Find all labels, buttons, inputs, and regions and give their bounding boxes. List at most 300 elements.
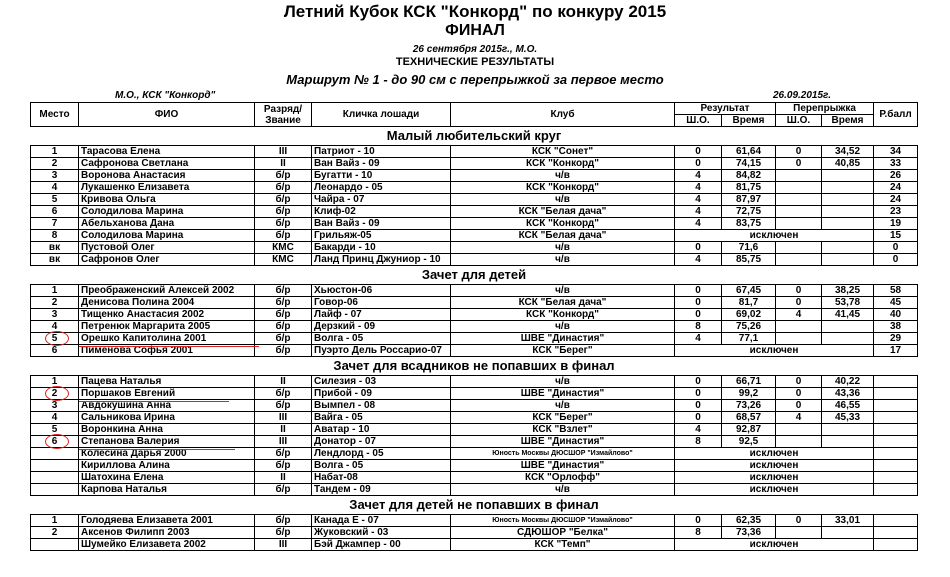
score-cell: 0 bbox=[874, 254, 918, 266]
jumpoff-sho-cell bbox=[776, 424, 822, 436]
col-horse: Кличка лошади bbox=[312, 103, 451, 127]
col-result-sho: Ш.О. bbox=[675, 115, 722, 127]
excluded-cell: исключен bbox=[675, 472, 874, 484]
place-cell bbox=[31, 448, 79, 460]
horse-cell: Ван Вайз - 09 bbox=[312, 158, 451, 170]
name-cell: Солодилова Марина bbox=[79, 206, 255, 218]
section-header bbox=[31, 127, 918, 146]
rank-cell: III bbox=[255, 539, 312, 551]
place-cell: 1 bbox=[31, 146, 79, 158]
excluded-cell: исключен bbox=[675, 539, 874, 551]
score-cell bbox=[874, 472, 918, 484]
rank-cell: III bbox=[255, 436, 312, 448]
result-time-cell: 74,15 bbox=[722, 158, 776, 170]
place-cell: вк bbox=[31, 242, 79, 254]
rank-cell: II bbox=[255, 472, 312, 484]
rank-cell: II bbox=[255, 376, 312, 388]
jumpoff-sho-cell bbox=[776, 194, 822, 206]
table-row bbox=[31, 170, 918, 182]
result-sho-cell: 4 bbox=[675, 170, 722, 182]
horse-cell: Дерзкий - 09 bbox=[312, 321, 451, 333]
club-cell: КСК "Конкорд" bbox=[451, 218, 675, 230]
horse-cell: Бугатти - 10 bbox=[312, 170, 451, 182]
rank-cell: II bbox=[255, 424, 312, 436]
rank-cell: б/р bbox=[255, 321, 312, 333]
table-row bbox=[31, 285, 918, 297]
horse-cell: Лендлорд - 05 bbox=[312, 448, 451, 460]
jumpoff-time-cell: 46,55 bbox=[822, 400, 874, 412]
name-cell: Шумейко Елизавета 2002 bbox=[79, 539, 255, 551]
place-cell: 8 bbox=[31, 230, 79, 242]
score-cell: 34 bbox=[874, 146, 918, 158]
table-header bbox=[31, 103, 918, 127]
place-cell: 5 bbox=[31, 194, 79, 206]
horse-cell: Говор-06 bbox=[312, 297, 451, 309]
col-result-time: Время bbox=[722, 115, 776, 127]
col-club: Клуб bbox=[451, 103, 675, 127]
club-cell: ч/в bbox=[451, 321, 675, 333]
rank-cell: б/р bbox=[255, 285, 312, 297]
club-cell: ч/в bbox=[451, 484, 675, 496]
place-cell: 1 bbox=[31, 285, 79, 297]
rank-cell: б/р bbox=[255, 400, 312, 412]
club-cell: СДЮШОР "Белка" bbox=[451, 527, 675, 539]
rank-cell: б/р bbox=[255, 484, 312, 496]
jumpoff-sho-cell: 4 bbox=[776, 412, 822, 424]
table-body bbox=[31, 127, 918, 551]
result-sho-cell: 4 bbox=[675, 182, 722, 194]
result-sho-cell: 0 bbox=[675, 158, 722, 170]
result-time-cell: 67,45 bbox=[722, 285, 776, 297]
result-time-cell: 77,1 bbox=[722, 333, 776, 345]
horse-cell: Пуэрто Дель Россарио-07 bbox=[312, 345, 451, 357]
result-sho-cell: 4 bbox=[675, 194, 722, 206]
horse-cell: Волга - 05 bbox=[312, 460, 451, 472]
table-row bbox=[31, 194, 918, 206]
score-cell bbox=[874, 424, 918, 436]
result-sho-cell: 0 bbox=[675, 388, 722, 400]
red-underline-mark bbox=[79, 346, 259, 347]
col-name: ФИО bbox=[79, 103, 255, 127]
jumpoff-sho-cell bbox=[776, 242, 822, 254]
event-date: 26.09.2015г. bbox=[773, 90, 832, 101]
place-cell bbox=[31, 539, 79, 551]
jumpoff-sho-cell: 0 bbox=[776, 158, 822, 170]
result-time-cell: 85,75 bbox=[722, 254, 776, 266]
name-cell: Сафронов Олег bbox=[79, 254, 255, 266]
place-cell: 2 bbox=[31, 297, 79, 309]
name-cell: Солодилова Марина bbox=[79, 230, 255, 242]
name-cell: Денисова Полина 2004 bbox=[79, 297, 255, 309]
col-result: Результат bbox=[675, 103, 776, 115]
table-row bbox=[31, 182, 918, 194]
jumpoff-sho-cell: 0 bbox=[776, 388, 822, 400]
jumpoff-sho-cell: 4 bbox=[776, 309, 822, 321]
result-sho-cell: 0 bbox=[675, 242, 722, 254]
result-time-cell: 99,2 bbox=[722, 388, 776, 400]
results-title: ТЕХНИЧЕСКИЕ РЕЗУЛЬТАТЫ bbox=[395, 56, 555, 68]
club-cell: ШВЕ "Династия" bbox=[451, 436, 675, 448]
table-row bbox=[31, 333, 918, 345]
place-cell: 6 bbox=[31, 206, 79, 218]
horse-cell: Силезия - 03 bbox=[312, 376, 451, 388]
excluded-cell: исключен bbox=[675, 484, 874, 496]
score-cell: 17 bbox=[874, 345, 918, 357]
horse-cell: Вайга - 05 bbox=[312, 412, 451, 424]
jumpoff-time-cell: 41,45 bbox=[822, 309, 874, 321]
red-circle-mark bbox=[45, 331, 69, 346]
rank-cell: б/р bbox=[255, 388, 312, 400]
score-cell bbox=[874, 448, 918, 460]
result-time-cell: 83,75 bbox=[722, 218, 776, 230]
result-time-cell: 92,87 bbox=[722, 424, 776, 436]
table-row bbox=[31, 230, 918, 242]
result-sho-cell: 4 bbox=[675, 424, 722, 436]
rank-cell: б/р bbox=[255, 230, 312, 242]
venue-label: М.О., КСК "Конкорд" bbox=[115, 90, 216, 101]
jumpoff-sho-cell bbox=[776, 170, 822, 182]
club-cell: КСК "Белая дача" bbox=[451, 230, 675, 242]
name-cell: Сальникова Ирина bbox=[79, 412, 255, 424]
club-cell: ШВЕ "Династия" bbox=[451, 388, 675, 400]
table-row bbox=[31, 436, 918, 448]
route-title: Маршрут № 1 - до 90 см с перепрыжкой за первое место bbox=[286, 72, 664, 87]
jumpoff-time-cell: 40,85 bbox=[822, 158, 874, 170]
jumpoff-sho-cell: 0 bbox=[776, 515, 822, 527]
result-sho-cell: 0 bbox=[675, 309, 722, 321]
rank-cell: III bbox=[255, 412, 312, 424]
excluded-cell: исключен bbox=[675, 460, 874, 472]
place-cell: 1 bbox=[31, 376, 79, 388]
jumpoff-time-cell: 45,33 bbox=[822, 412, 874, 424]
rank-cell: б/р bbox=[255, 345, 312, 357]
name-cell: Шатохина Елена bbox=[79, 472, 255, 484]
excluded-cell: исключен bbox=[675, 230, 874, 242]
result-sho-cell: 0 bbox=[675, 412, 722, 424]
name-cell: Пацева Наталья bbox=[79, 376, 255, 388]
rank-cell: II bbox=[255, 158, 312, 170]
excluded-cell: исключен bbox=[675, 345, 874, 357]
rank-cell: КМС bbox=[255, 242, 312, 254]
place-cell: 2 bbox=[31, 388, 79, 400]
name-cell: Петренюк Маргарита 2005 bbox=[79, 321, 255, 333]
place-cell: 7 bbox=[31, 218, 79, 230]
col-place: Место bbox=[31, 103, 79, 127]
result-sho-cell: 4 bbox=[675, 333, 722, 345]
horse-cell: Грильяж-05 bbox=[312, 230, 451, 242]
section-title: Зачет для детей bbox=[31, 266, 918, 285]
section-header bbox=[31, 266, 918, 285]
jumpoff-time-cell bbox=[822, 321, 874, 333]
rank-cell: б/р bbox=[255, 333, 312, 345]
table-row bbox=[31, 527, 918, 539]
rank-cell: б/р bbox=[255, 309, 312, 321]
jumpoff-time-cell bbox=[822, 206, 874, 218]
score-cell: 15 bbox=[874, 230, 918, 242]
name-cell: Пименова Софья 2001 bbox=[79, 345, 255, 357]
horse-cell: Леонардо - 05 bbox=[312, 182, 451, 194]
jumpoff-sho-cell bbox=[776, 333, 822, 345]
result-sho-cell: 4 bbox=[675, 254, 722, 266]
section-title: Малый любительский круг bbox=[31, 127, 918, 146]
section-header bbox=[31, 357, 918, 376]
name-cell: Кривова Ольга bbox=[79, 194, 255, 206]
excluded-cell: исключен bbox=[675, 448, 874, 460]
place-cell: 5 bbox=[31, 424, 79, 436]
club-cell: КСК "Белая дача" bbox=[451, 206, 675, 218]
jumpoff-sho-cell bbox=[776, 206, 822, 218]
place-cell: 3 bbox=[31, 400, 79, 412]
red-underline-mark bbox=[79, 401, 229, 402]
jumpoff-time-cell: 38,25 bbox=[822, 285, 874, 297]
jumpoff-time-cell bbox=[822, 527, 874, 539]
result-time-cell: 61,64 bbox=[722, 146, 776, 158]
rank-cell: б/р bbox=[255, 206, 312, 218]
score-cell bbox=[874, 412, 918, 424]
document-subtitle: ФИНАЛ bbox=[445, 22, 505, 39]
place-cell: 3 bbox=[31, 170, 79, 182]
table-row bbox=[31, 472, 918, 484]
place-cell: 6 bbox=[31, 436, 79, 448]
table-row bbox=[31, 539, 918, 551]
col-jumpoff: Перепрыжка bbox=[776, 103, 874, 115]
result-time-cell: 69,02 bbox=[722, 309, 776, 321]
name-cell: Поршаков Евгений bbox=[79, 388, 255, 400]
club-cell: КСК "Берег" bbox=[451, 345, 675, 357]
place-cell: 4 bbox=[31, 182, 79, 194]
horse-cell: Прибой - 09 bbox=[312, 388, 451, 400]
rank-cell: б/р bbox=[255, 182, 312, 194]
table-row bbox=[31, 460, 918, 472]
result-sho-cell: 8 bbox=[675, 436, 722, 448]
horse-cell: Набат-08 bbox=[312, 472, 451, 484]
club-cell: ч/в bbox=[451, 400, 675, 412]
table-row bbox=[31, 309, 918, 321]
result-sho-cell: 0 bbox=[675, 146, 722, 158]
table-row bbox=[31, 376, 918, 388]
date-line: 26 сентября 2015г., М.О. bbox=[412, 44, 538, 55]
jumpoff-time-cell bbox=[822, 218, 874, 230]
jumpoff-time-cell: 43,36 bbox=[822, 388, 874, 400]
table-row bbox=[31, 515, 918, 527]
rank-cell: б/р bbox=[255, 448, 312, 460]
jumpoff-time-cell: 40,22 bbox=[822, 376, 874, 388]
name-cell: Тарасова Елена bbox=[79, 146, 255, 158]
result-time-cell: 71,6 bbox=[722, 242, 776, 254]
result-time-cell: 73,36 bbox=[722, 527, 776, 539]
rank-cell: б/р bbox=[255, 460, 312, 472]
name-cell: Пустовой Олег bbox=[79, 242, 255, 254]
score-cell: 33 bbox=[874, 158, 918, 170]
place-cell bbox=[31, 472, 79, 484]
result-sho-cell: 0 bbox=[675, 285, 722, 297]
col-jumpoff-sho: Ш.О. bbox=[776, 115, 822, 127]
club-cell: КСК "Темп" bbox=[451, 539, 675, 551]
rank-cell: б/р bbox=[255, 170, 312, 182]
table-row bbox=[31, 254, 918, 266]
jumpoff-sho-cell bbox=[776, 527, 822, 539]
result-sho-cell: 0 bbox=[675, 400, 722, 412]
place-cell bbox=[31, 484, 79, 496]
horse-cell: Жуковский - 03 bbox=[312, 527, 451, 539]
result-sho-cell: 0 bbox=[675, 376, 722, 388]
club-cell: КСК "Конкорд" bbox=[451, 182, 675, 194]
col-jumpoff-time: Время bbox=[822, 115, 874, 127]
name-cell: Лукашенко Елизавета bbox=[79, 182, 255, 194]
horse-cell: Тандем - 09 bbox=[312, 484, 451, 496]
red-circle-mark bbox=[45, 386, 69, 401]
rank-cell: б/р bbox=[255, 297, 312, 309]
score-cell: 26 bbox=[874, 170, 918, 182]
club-cell: ч/в bbox=[451, 285, 675, 297]
horse-cell: Чайра - 07 bbox=[312, 194, 451, 206]
horse-cell: Канада Е - 07 bbox=[312, 515, 451, 527]
result-sho-cell: 0 bbox=[675, 515, 722, 527]
score-cell bbox=[874, 436, 918, 448]
name-cell: Сафронова Светлана bbox=[79, 158, 255, 170]
result-time-cell: 84,82 bbox=[722, 170, 776, 182]
club-cell: Юность Москвы ДЮСШОР "Измайлово" bbox=[451, 448, 675, 460]
score-cell: 23 bbox=[874, 206, 918, 218]
name-cell: Голодяева Елизавета 2001 bbox=[79, 515, 255, 527]
club-cell: ч/в bbox=[451, 242, 675, 254]
red-underline-mark bbox=[79, 449, 235, 450]
club-cell: КСК "Конкорд" bbox=[451, 309, 675, 321]
name-cell: Преображенский Алексей 2002 bbox=[79, 285, 255, 297]
table-row bbox=[31, 206, 918, 218]
table-row bbox=[31, 218, 918, 230]
horse-cell: Вымпел - 08 bbox=[312, 400, 451, 412]
place-cell bbox=[31, 460, 79, 472]
score-cell bbox=[874, 400, 918, 412]
section-title: Зачет для детей не попавших в финал bbox=[31, 496, 918, 515]
col-rank: Разряд/ Звание bbox=[255, 103, 312, 127]
score-cell: 0 bbox=[874, 242, 918, 254]
place-cell: 2 bbox=[31, 527, 79, 539]
club-cell: КСК "Конкорд" bbox=[451, 158, 675, 170]
horse-cell: Донатор - 07 bbox=[312, 436, 451, 448]
jumpoff-sho-cell bbox=[776, 321, 822, 333]
jumpoff-time-cell bbox=[822, 424, 874, 436]
rank-cell: б/р bbox=[255, 527, 312, 539]
name-cell: Авдокушина Анна bbox=[79, 400, 255, 412]
name-cell: Воронова Анастасия bbox=[79, 170, 255, 182]
results-table bbox=[30, 102, 918, 551]
jumpoff-time-cell bbox=[822, 254, 874, 266]
red-circle-mark bbox=[45, 434, 69, 449]
horse-cell: Ланд Принц Джуниор - 10 bbox=[312, 254, 451, 266]
place-cell: вк bbox=[31, 254, 79, 266]
section-title: Зачет для всадников не попавших в финал bbox=[31, 357, 918, 376]
name-cell: Колесина Дарья 2000 bbox=[79, 448, 255, 460]
horse-cell: Лайф - 07 bbox=[312, 309, 451, 321]
jumpoff-time-cell bbox=[822, 170, 874, 182]
rank-cell: КМС bbox=[255, 254, 312, 266]
score-cell bbox=[874, 460, 918, 472]
place-cell: 4 bbox=[31, 412, 79, 424]
club-cell: КСК "Белая дача" bbox=[451, 297, 675, 309]
name-cell: Кириллова Алина bbox=[79, 460, 255, 472]
place-cell: 1 bbox=[31, 515, 79, 527]
place-cell: 6 bbox=[31, 345, 79, 357]
jumpoff-sho-cell: 0 bbox=[776, 400, 822, 412]
jumpoff-sho-cell: 0 bbox=[776, 285, 822, 297]
place-cell: 4 bbox=[31, 321, 79, 333]
rank-cell: б/р bbox=[255, 194, 312, 206]
score-cell: 19 bbox=[874, 218, 918, 230]
table-row bbox=[31, 388, 918, 400]
result-sho-cell: 8 bbox=[675, 527, 722, 539]
horse-cell: Ван Вайз - 09 bbox=[312, 218, 451, 230]
jumpoff-time-cell bbox=[822, 194, 874, 206]
score-cell bbox=[874, 539, 918, 551]
horse-cell: Хьюстон-06 bbox=[312, 285, 451, 297]
club-cell: ч/в bbox=[451, 194, 675, 206]
result-sho-cell: 4 bbox=[675, 206, 722, 218]
score-cell: 29 bbox=[874, 333, 918, 345]
document-title: Летний Кубок КСК "Конкорд" по конкуру 2015 bbox=[283, 2, 667, 21]
club-cell: ч/в bbox=[451, 254, 675, 266]
result-time-cell: 81,7 bbox=[722, 297, 776, 309]
table-row bbox=[31, 146, 918, 158]
result-time-cell: 66,71 bbox=[722, 376, 776, 388]
name-cell: Степанова Валерия bbox=[79, 436, 255, 448]
jumpoff-sho-cell: 0 bbox=[776, 376, 822, 388]
horse-cell: Волга - 05 bbox=[312, 333, 451, 345]
result-time-cell: 81,75 bbox=[722, 182, 776, 194]
rank-cell: III bbox=[255, 146, 312, 158]
name-cell: Тищенко Анастасия 2002 bbox=[79, 309, 255, 321]
score-cell: 24 bbox=[874, 182, 918, 194]
horse-cell: Клиф-02 bbox=[312, 206, 451, 218]
result-time-cell: 73,26 bbox=[722, 400, 776, 412]
club-cell: ч/в bbox=[451, 376, 675, 388]
score-cell bbox=[874, 527, 918, 539]
jumpoff-sho-cell: 0 bbox=[776, 146, 822, 158]
name-cell: Абельханова Дана bbox=[79, 218, 255, 230]
club-cell: КСК "Берег" bbox=[451, 412, 675, 424]
table-row bbox=[31, 158, 918, 170]
score-cell bbox=[874, 376, 918, 388]
jumpoff-sho-cell bbox=[776, 436, 822, 448]
jumpoff-time-cell bbox=[822, 242, 874, 254]
rank-cell: б/р bbox=[255, 515, 312, 527]
jumpoff-time-cell bbox=[822, 182, 874, 194]
score-cell: 58 bbox=[874, 285, 918, 297]
table-row bbox=[31, 484, 918, 496]
club-cell: КСК "Орлофф" bbox=[451, 472, 675, 484]
club-cell: Юность Москвы ДЮСШОР "Измайлово" bbox=[451, 515, 675, 527]
result-sho-cell: 8 bbox=[675, 321, 722, 333]
name-cell: Орешко Капитолина 2001 bbox=[79, 333, 255, 345]
score-cell bbox=[874, 388, 918, 400]
result-time-cell: 62,35 bbox=[722, 515, 776, 527]
name-cell: Аксенов Филипп 2003 bbox=[79, 527, 255, 539]
rank-cell: б/р bbox=[255, 218, 312, 230]
jumpoff-sho-cell: 0 bbox=[776, 297, 822, 309]
result-sho-cell: 0 bbox=[675, 297, 722, 309]
table-row bbox=[31, 297, 918, 309]
score-cell: 38 bbox=[874, 321, 918, 333]
place-cell: 3 bbox=[31, 309, 79, 321]
club-cell: ШВЕ "Династия" bbox=[451, 333, 675, 345]
score-cell: 24 bbox=[874, 194, 918, 206]
table-row bbox=[31, 424, 918, 436]
name-cell: Карпова Наталья bbox=[79, 484, 255, 496]
result-time-cell: 92,5 bbox=[722, 436, 776, 448]
table-row bbox=[31, 412, 918, 424]
club-cell: КСК "Взлет" bbox=[451, 424, 675, 436]
